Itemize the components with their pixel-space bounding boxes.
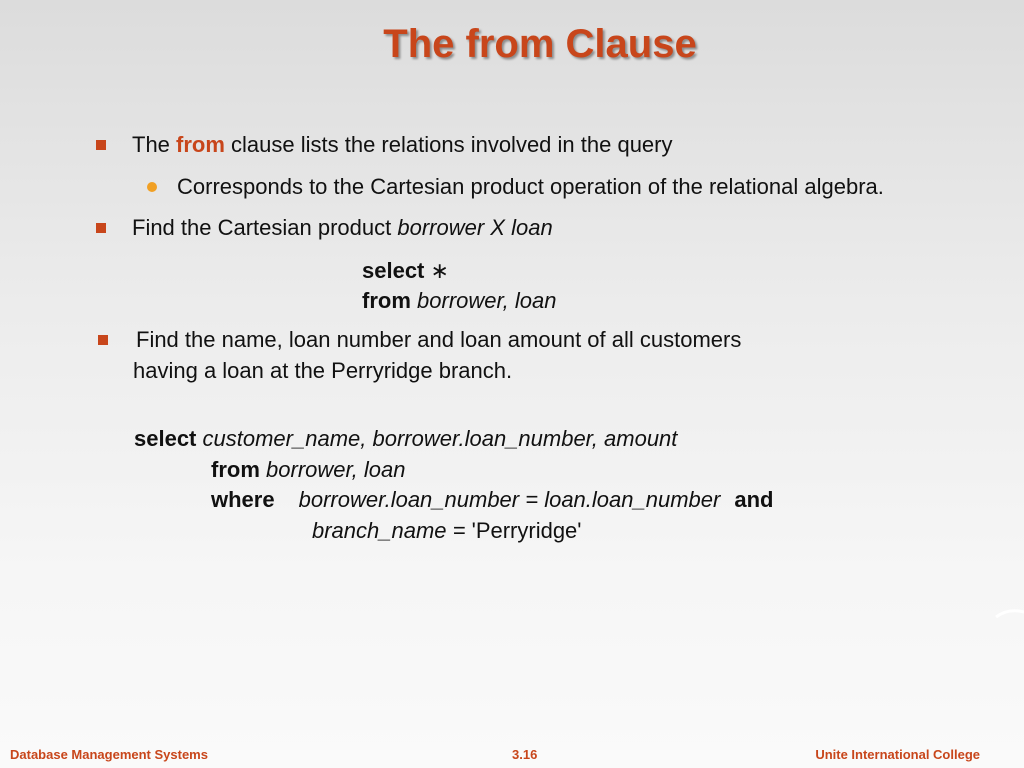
sub-bullet-cartesian: Corresponds to the Cartesian product operation of the relational algebra. — [177, 174, 884, 199]
bullet-text: Find the Cartesian product — [132, 215, 398, 240]
bullet-cartesian-product — [132, 215, 553, 241]
from-keyword: from — [176, 132, 225, 157]
select-keyword: select — [134, 426, 197, 451]
branch-attribute: branch_name = — [312, 518, 466, 543]
bullet-square-icon — [96, 223, 106, 233]
query2-where-line — [211, 487, 773, 513]
select-list: customer_name, borrower.loan_number, amount — [202, 426, 678, 451]
slide-title: The from Clause — [383, 22, 697, 66]
decorative-swoosh-icon — [994, 606, 1024, 620]
from-list: borrower, loan — [417, 288, 557, 313]
where-condition: borrower.loan_number = loan.loan_number — [298, 487, 721, 512]
bullet-square-icon — [96, 140, 106, 150]
bullet-text-prefix: The — [132, 132, 177, 157]
branch-value: 'Perryridge' — [465, 518, 582, 543]
where-keyword: where — [211, 487, 275, 512]
query1-from-line — [362, 288, 556, 314]
from-keyword: from — [362, 288, 411, 313]
query1-select-line — [362, 258, 449, 284]
footer-slide-number: 3.16 — [512, 747, 538, 762]
bullet-from-clause — [132, 132, 673, 158]
query2-from-line — [211, 457, 405, 483]
footer-institution: Unite International College — [815, 747, 980, 762]
footer-course-name: Database Management Systems — [10, 747, 208, 762]
and-keyword: and — [734, 487, 774, 512]
relational-expression: borrower X loan — [397, 215, 553, 240]
bullet-dot-icon — [147, 182, 157, 192]
bullet-find-customers-line1: Find the name, loan number and loan amount of all customers — [136, 327, 742, 352]
star-symbol: ∗ — [430, 258, 449, 283]
select-keyword: select — [362, 258, 425, 283]
from-list: borrower, loan — [266, 457, 406, 482]
query2-select-line — [134, 426, 677, 452]
from-keyword: from — [211, 457, 260, 482]
bullet-find-customers-line2: having a loan at the Perryridge branch. — [133, 358, 513, 383]
bullet-square-icon — [98, 335, 108, 345]
query2-branch-condition — [312, 518, 582, 544]
bullet-text-suffix: clause lists the relations involved in the query — [224, 132, 673, 157]
